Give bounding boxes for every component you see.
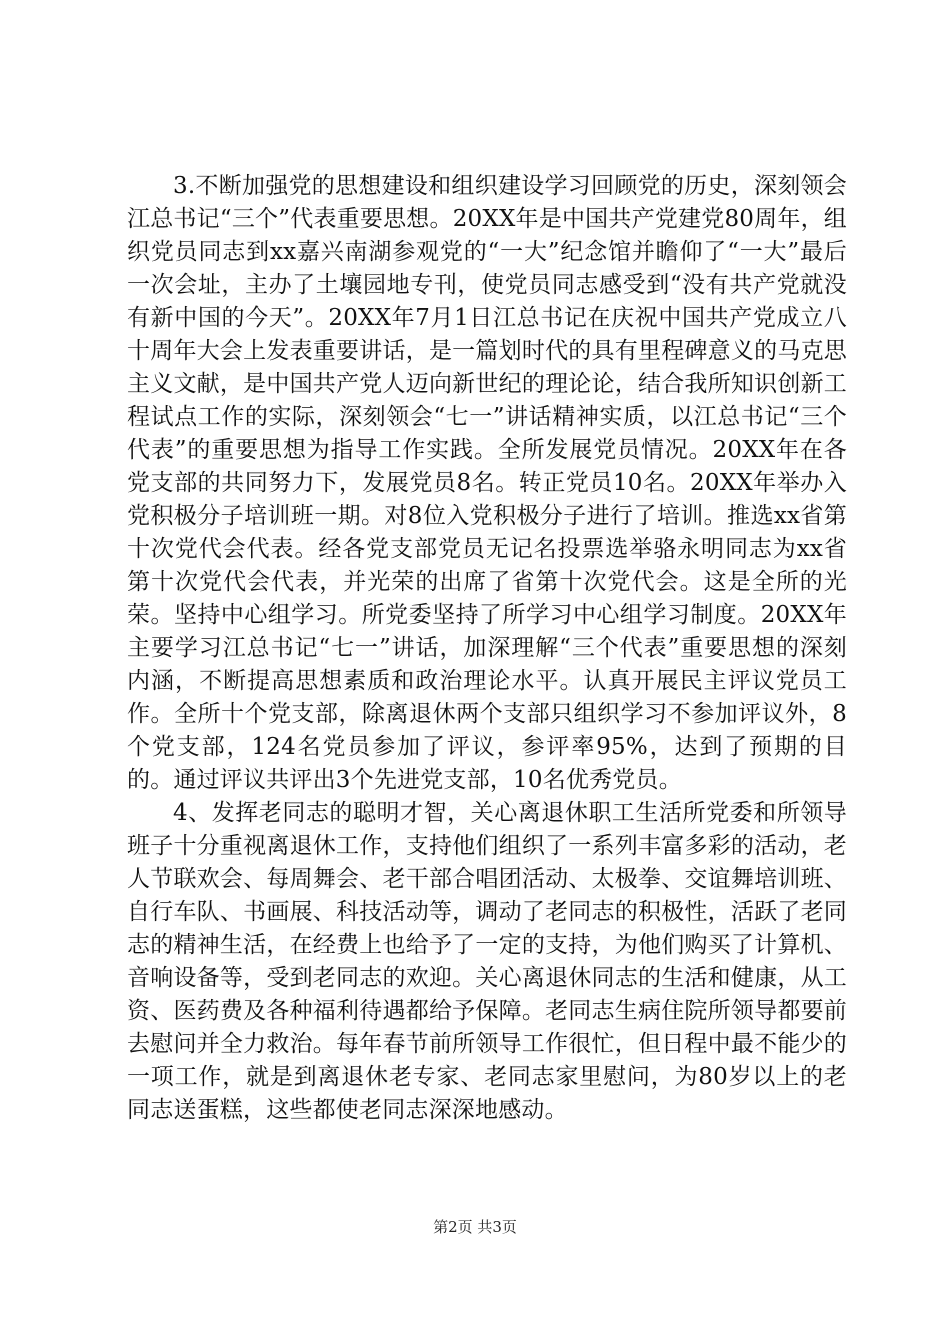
- paragraph-retired-staff: 4、发挥老同志的聪明才智，关心离退休职工生活所党委和所领导班子十分重视离退休工作，支持他们组织了一系列丰富多彩的活动，老人节联欢会、每周舞会、老干部合唱团活动、太极拳、交谊舞培训班、自行车队、书画展、科技活动等，调动了老同志的积极性，活跃了老同志的精神生活，在经费上也给予了一定的支持，为他们购买了计算机、音响设备等，受到老同志的欢迎。关心离退休同志的生活和健康，从工资、医药费及各种福利待遇都给予保障。老同志生病住院所领导都要前去慰问并全力救治。每年春节前所领导工作很忙，但日程中最不能少的一项工作，就是到离退休老专家、老同志家里慰问，为80岁以上的老同志送蛋糕，这些都使老同志深深地感动。: [127, 800, 847, 1123]
- paragraph-party-building: 3.不断加强党的思想建设和组织建设学习回顾党的历史，深刻领会江总书记“三个”代表重要思想。20XX年是中国共产党建党80周年，组织党员同志到xx嘉兴南湖参观党的“一大”纪念馆并瞻仰了“一大”最后一次会址，主办了土壤园地专刊，使党员同志感受到“没有共产党就没有新中国的今天”。20XX年7月1日江总书记在庆祝中国共产党成立八十周年大会上发表重要讲话，是一篇划时代的具有里程碑意义的马克思主义文献，是中国共产党人迈向新世纪的理论论，结合我所知识创新工程试点工作的实际，深刻领会“七一”讲话精神实质，以江总书记“三个代表”的重要思想为指导工作实践。全所发展党员情况。20XX年在各党支部的共同努力下，发展党员8名。转正党员10名。20XX年举办入党积极分子培训班一期。对8位入党积极分子进行了培训。推选xx省第十次党代会代表。经各党支部党员无记名投票选举骆永明同志为xx省第十次党代会代表，并光荣的出席了省第十次党代会。这是全所的光荣。坚持中心组学习。所党委坚持了所学习中心组学习制度。20XX年主要学习江总书记“七一”讲话，加深理解“三个代表”重要思想的深刻内涵，不断提高思想素质和政治理论水平。认真开展民主评议党员工作。全所十个党支部，除离退休两个支部只组织学习不参加评议外，8个党支部，124名党员参加了评议，参评率95%，达到了预期的目的。通过评议共评出3个先进党支部，10名优秀党员。: [127, 173, 847, 793]
- page-footer: 第2页 共3页: [433, 1218, 517, 1236]
- document-body: [127, 170, 847, 1127]
